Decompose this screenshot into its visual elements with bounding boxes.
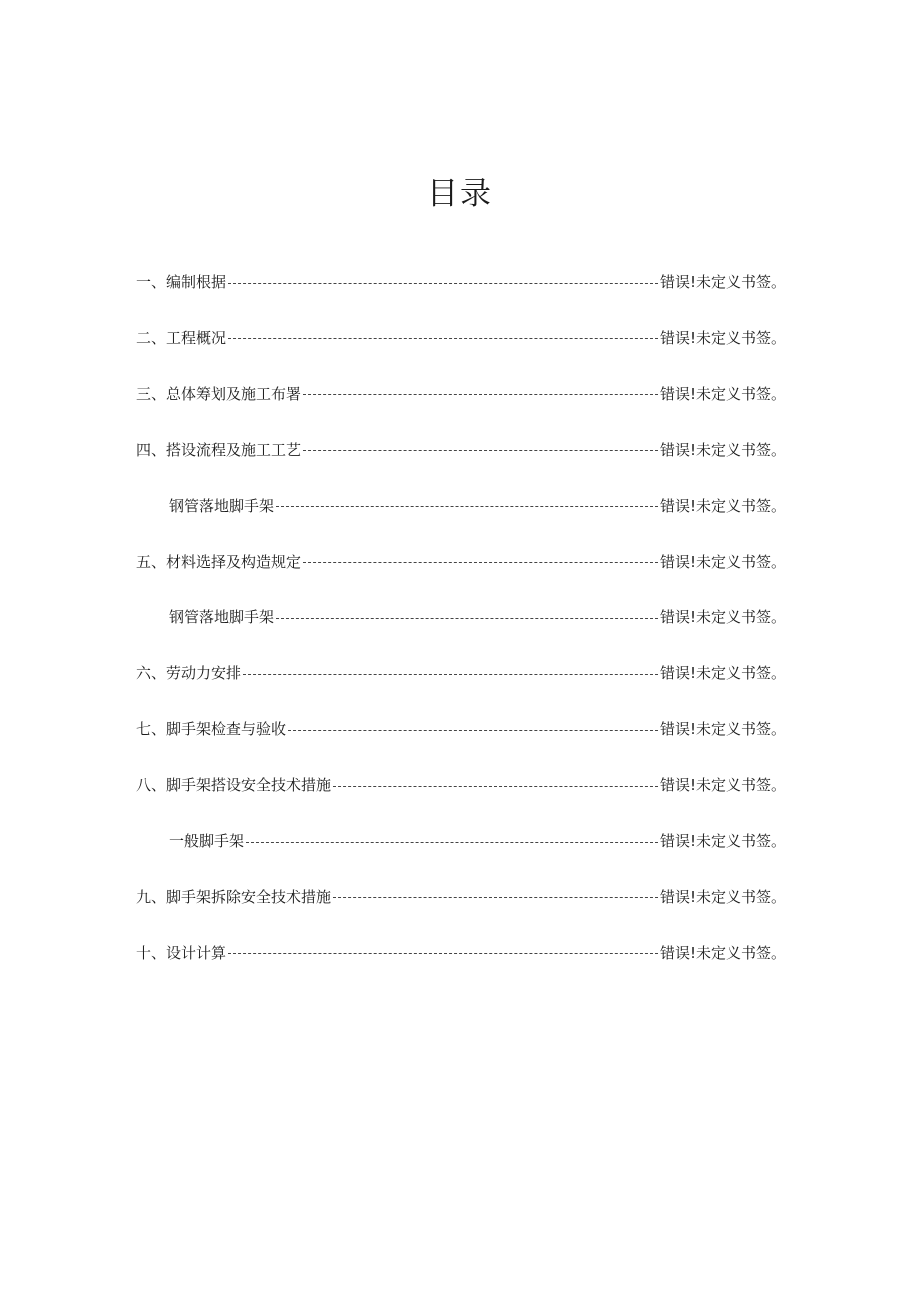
toc-entry-page: 错误!未定义书签。 [659, 832, 786, 850]
toc-entry-page: 错误!未定义书签。 [659, 887, 786, 906]
toc-entry-page: 错误!未定义书签。 [659, 328, 786, 347]
toc-entry-page: 错误!未定义书签。 [659, 608, 786, 627]
toc-subentry[interactable] [169, 605, 786, 629]
toc-subentry[interactable] [169, 494, 786, 518]
toc-dot-leader [276, 618, 658, 619]
toc-entry[interactable] [136, 941, 786, 965]
toc-entry-page: 错误!未定义书签。 [659, 440, 786, 459]
toc-entry[interactable] [136, 550, 786, 574]
toc-dot-leader [243, 674, 658, 675]
toc-entry-page: 错误!未定义书签。 [659, 943, 786, 962]
toc-entry-label: 三、总体筹划及施工布署 [136, 384, 302, 403]
toc-dot-leader [276, 506, 658, 507]
toc-dot-leader [228, 953, 658, 954]
toc-title: 目录 [427, 176, 493, 212]
toc-dot-leader [228, 283, 658, 284]
toc-entry[interactable] [136, 661, 786, 685]
toc-entry-label: 四、搭设流程及施工工艺 [136, 440, 302, 459]
toc-dot-leader [228, 338, 658, 339]
toc-entry-page: 错误!未定义书签。 [659, 384, 786, 403]
toc-entry[interactable] [136, 885, 786, 909]
toc-subentry[interactable] [169, 829, 786, 853]
toc-entry-label: 九、脚手架拆除安全技术措施 [136, 887, 332, 906]
toc-dot-leader [303, 394, 658, 395]
toc-entry[interactable] [136, 773, 786, 797]
toc-entry-page: 错误!未定义书签。 [659, 552, 786, 571]
toc-entry-page: 错误!未定义书签。 [659, 273, 786, 291]
toc-entry[interactable] [136, 270, 786, 294]
toc-dot-leader [333, 786, 658, 787]
toc-dot-leader [333, 897, 658, 898]
toc-dot-leader [246, 842, 658, 843]
toc-entry-page: 错误!未定义书签。 [659, 496, 786, 515]
toc-entry[interactable] [136, 326, 786, 350]
toc-entry[interactable] [136, 438, 786, 462]
toc-dot-leader [303, 450, 658, 451]
toc-dot-leader [288, 730, 658, 731]
toc-entry-label: 七、脚手架检查与验收 [136, 720, 287, 739]
toc-entry[interactable] [136, 382, 786, 406]
toc-entry-page: 错误!未定义书签。 [659, 664, 786, 683]
toc-entry-label: 一般脚手架 [169, 832, 245, 850]
toc-dot-leader [303, 562, 658, 563]
toc-entry-label: 八、脚手架搭设安全技术措施 [136, 776, 332, 795]
toc-entry-label: 二、工程概况 [136, 328, 227, 347]
toc-entry-page: 错误!未定义书签。 [659, 720, 786, 739]
toc-entry-label: 钢管落地脚手架 [169, 496, 275, 515]
toc-entry-label: 一、编制根据 [136, 273, 227, 291]
toc-entry-label: 钢管落地脚手架 [169, 608, 275, 627]
toc-entry-label: 六、劳动力安排 [136, 664, 242, 683]
toc-entry-label: 五、材料选择及构造规定 [136, 552, 302, 571]
toc-entry-page: 错误!未定义书签。 [659, 776, 786, 795]
toc-entry[interactable] [136, 717, 786, 741]
toc-entry-label: 十、设计计算 [136, 943, 227, 962]
